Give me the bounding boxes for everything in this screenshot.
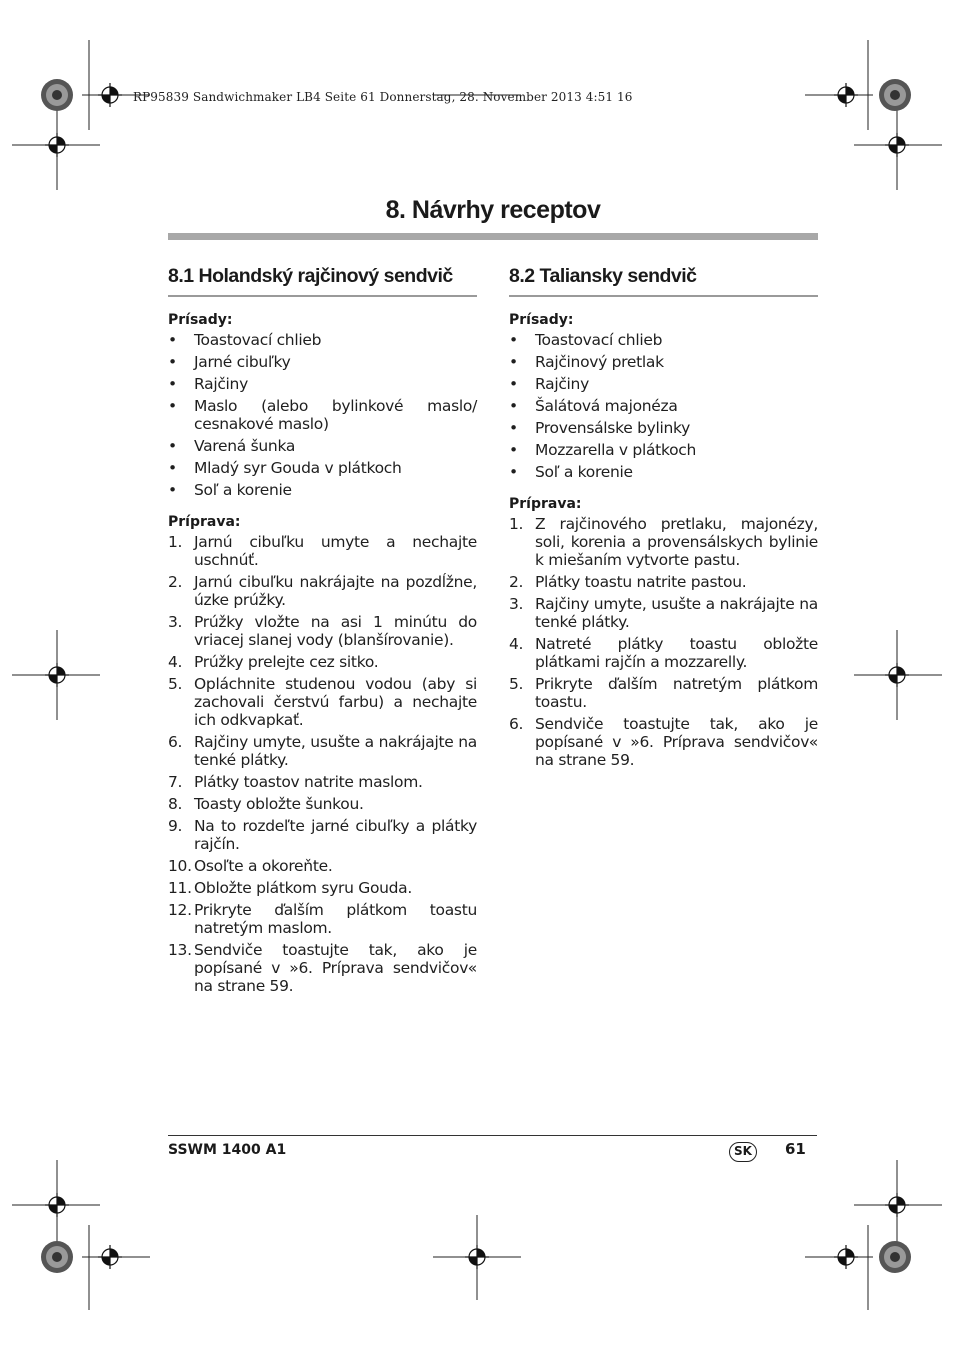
list-item: 1. Z rajčinového pretlaku, majonézy, soli, korenia a provensálskych bylinie k miešaním vytvorte pastu. (509, 515, 818, 569)
list-item: • Soľ a korenie (168, 481, 292, 499)
recipe-column-2 (509, 263, 818, 773)
list-item: 4. Natreté plátky toastu obložte plátkami rajčín a mozzarelly. (509, 635, 818, 671)
preparation-heading: Príprava: (509, 496, 582, 512)
section-heading: 8.1 Holandský rajčinový sendvič (168, 263, 477, 297)
list-item: • Soľ a korenie (509, 463, 633, 481)
list-item: 5. Opláchnite studenou vodou (aby si zachovali čerstvú farbu) a nechajte ich odkvapkať. (168, 675, 477, 729)
list-item: 6. Rajčiny umyte, usušte a nakrájajte na tenké plátky. (168, 733, 477, 769)
list-item: 2. Plátky toastu natrite pastou. (509, 573, 747, 591)
section-heading: 8.2 Taliansky sendvič (509, 263, 818, 297)
preparation-heading: Príprava: (168, 514, 241, 530)
ingredients-list (168, 331, 477, 499)
list-item: • Rajčinový pretlak (509, 353, 664, 371)
list-item: 13. Sendviče toastujte tak, ako je popísané v »6. Príprava sendvičov« na strane 59. (168, 941, 477, 995)
list-item: 12. Prikryte ďalším plátkom toastu natretým maslom. (168, 901, 477, 937)
list-item: 8. Toasty obložte šunkou. (168, 795, 364, 813)
list-item: 3. Rajčiny umyte, usušte a nakrájajte na tenké plátky. (509, 595, 818, 631)
recipe-column-1 (168, 263, 477, 999)
ingredients-heading: Prísady: (509, 312, 574, 328)
list-item: 11. Obložte plátkom syru Gouda. (168, 879, 413, 897)
steps-list (509, 515, 818, 769)
steps-list (168, 533, 477, 995)
footer-model: SSWM 1400 A1 (168, 1142, 287, 1158)
page-number: 61 (785, 1140, 806, 1158)
title-bar (168, 233, 818, 240)
list-item: 4. Prúžky prelejte cez sitko. (168, 653, 379, 671)
list-item: 9. Na to rozdeľte jarné cibuľky a plátky rajčín. (168, 817, 477, 853)
list-item: 3. Prúžky vložte na asi 1 minútu do vriacej slanej vody (blanšírovanie). (168, 613, 477, 649)
list-item: • Provensálske bylinky (509, 419, 691, 437)
ingredients-heading: Prísady: (168, 312, 233, 328)
list-item: • Toastovací chlieb (509, 331, 663, 349)
footer-rule (168, 1135, 817, 1136)
list-item: 2. Jarnú cibuľku nakrájajte na pozdĺžne, úzke prúžky. (168, 573, 477, 609)
list-item: 6. Sendviče toastujte tak, ako je popísané v »6. Príprava sendvičov« na strane 59. (509, 715, 818, 769)
list-item: • Mozzarella v plátkoch (509, 441, 697, 459)
list-item: • Šalátová majonéza (509, 397, 678, 415)
list-item: 7. Plátky toastov natrite maslom. (168, 773, 423, 791)
language-badge: SK (729, 1142, 757, 1162)
list-item: • Maslo (alebo bylinkové maslo/ cesnakové maslo) (168, 397, 477, 433)
list-item: • Jarné cibuľky (168, 353, 291, 371)
list-item: • Toastovací chlieb (168, 331, 322, 349)
list-item: • Rajčiny (168, 375, 248, 393)
print-slug: RP95839 Sandwichmaker LB4 Seite 61 Donnerstag, 28. November 2013 4:51 16 (133, 90, 633, 104)
list-item: • Varená šunka (168, 437, 296, 455)
ingredients-list (509, 331, 818, 481)
page-title: 8. Návrhy receptov (385, 196, 601, 224)
list-item: 10. Osoľte a okoreňte. (168, 857, 333, 875)
list-item: 5. Prikryte ďalším natretým plátkom toastu. (509, 675, 818, 711)
list-item: • Rajčiny (509, 375, 589, 393)
list-item: 1. Jarnú cibuľku umyte a nechajte uschnúť. (168, 533, 477, 569)
list-item: • Mladý syr Gouda v plátkoch (168, 459, 402, 477)
